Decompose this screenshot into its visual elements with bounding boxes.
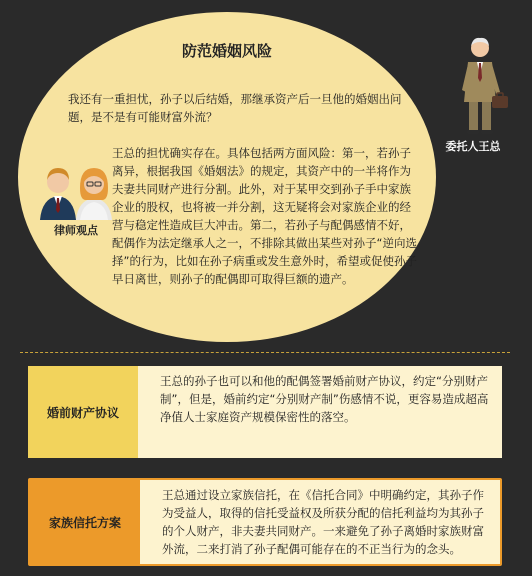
prenup-card-text: 王总的孙子也可以和他的配偶签署婚前财产协议，约定“分别财产制”，但是，婚前约定“分别财产制”伤感情不说，更容易造成超高净值人士家庭资产规模保密性的落空。 (138, 366, 502, 458)
prenup-card (28, 366, 502, 458)
lawyer-answer: 王总的担忧确实存在。具体包括两方面风险：第一，若孙子离异，根据我国《婚姻法》的规定，其资产中的一半将作为夫妻共同财产进行分割。此外，对于某甲交到孙子手中家族企业的股权，也将被一并分割，这无疑将会对家族企业的经营与稳定性造成巨大冲击。第二，若孙子与配偶感情不好，配偶作为法定继承人之一，不排除其做出某些对孙子“逆向选择”的行为，比如在孙子病重或发生意外时，希望或促使孙子早日离世，则孙子的配偶即可取得巨额的遗产。 (112, 146, 417, 286)
section-title: 防范婚姻风险 (181, 42, 272, 60)
family-trust-card (28, 478, 502, 566)
family-trust-card-label: 家族信托方案 (30, 480, 140, 564)
client-question: 我还有一重担忧，孙子以后结婚，那继承资产后一旦他的婚姻出问题，是不是有可能财富外流？ (68, 92, 402, 124)
lawyer-label: 律师观点 (54, 224, 98, 237)
client-label: 委托人王总 (445, 140, 501, 153)
prenup-card-label: 婚前财产协议 (28, 366, 138, 458)
section-divider (20, 352, 510, 353)
two-lawyers-icon (36, 158, 116, 222)
family-trust-card-text: 王总通过设立家族信托，在《信托合同》中明确约定，其孙子作为受益人，取得的信托受益权及所获分配的信托利益均为其孙子的个人财产，非夫妻共同财产。一来避免了孙子离婚时家族财富外流，二来打消了孙子配偶可能存在的不正当行为的念头。 (140, 480, 500, 564)
businessman-with-briefcase-icon (442, 32, 524, 140)
